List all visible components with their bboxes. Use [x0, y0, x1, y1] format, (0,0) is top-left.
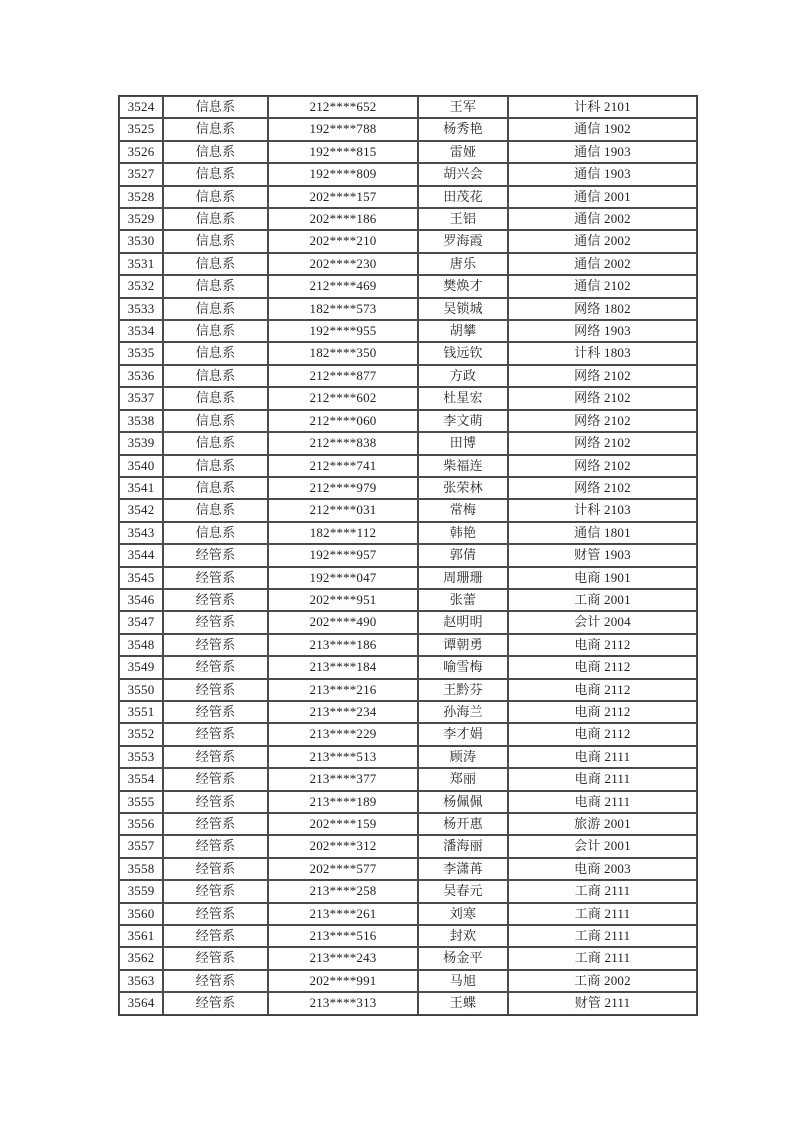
- cell-class: 计科 2101: [508, 96, 697, 118]
- cell-class: 工商 2111: [508, 903, 697, 925]
- cell-class: 网络 1903: [508, 320, 697, 342]
- cell-class: 电商 2112: [508, 656, 697, 678]
- cell-index: 3556: [119, 813, 163, 835]
- cell-department: 经管系: [163, 656, 268, 678]
- cell-department: 信息系: [163, 455, 268, 477]
- table-row: [119, 611, 697, 633]
- table-row: [119, 522, 697, 544]
- cell-department: 信息系: [163, 387, 268, 409]
- cell-department: 经管系: [163, 947, 268, 969]
- cell-index: 3530: [119, 230, 163, 252]
- cell-student-id: 202****159: [268, 813, 418, 835]
- cell-department: 信息系: [163, 253, 268, 275]
- cell-student-id: 192****047: [268, 567, 418, 589]
- cell-name: 吴春元: [418, 880, 508, 902]
- cell-department: 经管系: [163, 925, 268, 947]
- cell-index: 3541: [119, 477, 163, 499]
- cell-department: 信息系: [163, 163, 268, 185]
- table-row: [119, 230, 697, 252]
- table-row: [119, 432, 697, 454]
- cell-class: 电商 1901: [508, 567, 697, 589]
- table-row: [119, 320, 697, 342]
- cell-index: 3548: [119, 634, 163, 656]
- cell-name: 田博: [418, 432, 508, 454]
- cell-department: 信息系: [163, 208, 268, 230]
- cell-student-id: 202****577: [268, 858, 418, 880]
- table-row: [119, 455, 697, 477]
- cell-student-id: 192****809: [268, 163, 418, 185]
- cell-name: 王铝: [418, 208, 508, 230]
- cell-index: 3529: [119, 208, 163, 230]
- cell-student-id: 213****261: [268, 903, 418, 925]
- cell-index: 3528: [119, 186, 163, 208]
- cell-name: 胡兴会: [418, 163, 508, 185]
- cell-department: 经管系: [163, 746, 268, 768]
- table-row: [119, 477, 697, 499]
- cell-class: 工商 2001: [508, 589, 697, 611]
- cell-student-id: 202****157: [268, 186, 418, 208]
- cell-class: 网络 2102: [508, 455, 697, 477]
- table-row: [119, 387, 697, 409]
- cell-class: 财管 1903: [508, 544, 697, 566]
- cell-department: 经管系: [163, 791, 268, 813]
- table-row: [119, 656, 697, 678]
- table-body: [119, 96, 697, 1015]
- cell-index: 3564: [119, 992, 163, 1014]
- cell-name: 郭倩: [418, 544, 508, 566]
- cell-student-id: 202****230: [268, 253, 418, 275]
- cell-index: 3532: [119, 275, 163, 297]
- cell-student-id: 213****189: [268, 791, 418, 813]
- cell-class: 旅游 2001: [508, 813, 697, 835]
- cell-class: 通信 1801: [508, 522, 697, 544]
- cell-department: 信息系: [163, 499, 268, 521]
- table-row: [119, 679, 697, 701]
- cell-department: 信息系: [163, 477, 268, 499]
- cell-class: 计科 1803: [508, 342, 697, 364]
- cell-class: 电商 2112: [508, 634, 697, 656]
- cell-class: 电商 2112: [508, 701, 697, 723]
- cell-name: 赵明明: [418, 611, 508, 633]
- cell-student-id: 202****951: [268, 589, 418, 611]
- cell-name: 李文萌: [418, 410, 508, 432]
- cell-name: 封欢: [418, 925, 508, 947]
- cell-class: 网络 2102: [508, 410, 697, 432]
- cell-name: 唐乐: [418, 253, 508, 275]
- cell-name: 胡攀: [418, 320, 508, 342]
- cell-student-id: 202****490: [268, 611, 418, 633]
- cell-student-id: 213****258: [268, 880, 418, 902]
- cell-index: 3535: [119, 342, 163, 364]
- cell-index: 3549: [119, 656, 163, 678]
- cell-name: 王黔芬: [418, 679, 508, 701]
- cell-student-id: 182****112: [268, 522, 418, 544]
- cell-class: 网络 2102: [508, 432, 697, 454]
- cell-index: 3550: [119, 679, 163, 701]
- cell-department: 经管系: [163, 679, 268, 701]
- cell-name: 杨开惠: [418, 813, 508, 835]
- cell-name: 方政: [418, 365, 508, 387]
- cell-index: 3555: [119, 791, 163, 813]
- cell-student-id: 192****815: [268, 141, 418, 163]
- cell-class: 通信 1902: [508, 118, 697, 140]
- cell-class: 会计 2001: [508, 835, 697, 857]
- cell-name: 柴福连: [418, 455, 508, 477]
- table-row: [119, 992, 697, 1014]
- cell-index: 3557: [119, 835, 163, 857]
- cell-student-id: 213****513: [268, 746, 418, 768]
- cell-class: 网络 1802: [508, 298, 697, 320]
- cell-student-id: 213****516: [268, 925, 418, 947]
- cell-index: 3533: [119, 298, 163, 320]
- cell-name: 杨秀艳: [418, 118, 508, 140]
- table-row: [119, 880, 697, 902]
- cell-name: 王蝶: [418, 992, 508, 1014]
- cell-student-id: 213****216: [268, 679, 418, 701]
- cell-name: 郑丽: [418, 768, 508, 790]
- table-row: [119, 410, 697, 432]
- cell-class: 计科 2103: [508, 499, 697, 521]
- cell-index: 3540: [119, 455, 163, 477]
- cell-name: 张蕾: [418, 589, 508, 611]
- table-row: [119, 163, 697, 185]
- cell-department: 信息系: [163, 410, 268, 432]
- cell-class: 电商 2111: [508, 791, 697, 813]
- cell-student-id: 212****602: [268, 387, 418, 409]
- cell-class: 电商 2112: [508, 723, 697, 745]
- cell-name: 樊焕才: [418, 275, 508, 297]
- cell-department: 经管系: [163, 611, 268, 633]
- cell-student-id: 212****877: [268, 365, 418, 387]
- table-row: [119, 567, 697, 589]
- cell-name: 刘寒: [418, 903, 508, 925]
- cell-student-id: 212****060: [268, 410, 418, 432]
- cell-department: 经管系: [163, 992, 268, 1014]
- table-row: [119, 208, 697, 230]
- cell-class: 通信 2102: [508, 275, 697, 297]
- table-row: [119, 970, 697, 992]
- cell-name: 杜星宏: [418, 387, 508, 409]
- table-row: [119, 186, 697, 208]
- cell-student-id: 182****573: [268, 298, 418, 320]
- cell-name: 田茂花: [418, 186, 508, 208]
- cell-student-id: 202****186: [268, 208, 418, 230]
- cell-index: 3527: [119, 163, 163, 185]
- cell-index: 3551: [119, 701, 163, 723]
- cell-index: 3538: [119, 410, 163, 432]
- cell-index: 3553: [119, 746, 163, 768]
- cell-student-id: 212****838: [268, 432, 418, 454]
- cell-name: 常梅: [418, 499, 508, 521]
- cell-department: 信息系: [163, 96, 268, 118]
- table-row: [119, 791, 697, 813]
- cell-name: 马旭: [418, 970, 508, 992]
- table-row: [119, 903, 697, 925]
- cell-department: 经管系: [163, 880, 268, 902]
- cell-class: 工商 2111: [508, 947, 697, 969]
- cell-index: 3526: [119, 141, 163, 163]
- cell-student-id: 202****312: [268, 835, 418, 857]
- cell-index: 3542: [119, 499, 163, 521]
- cell-student-id: 213****184: [268, 656, 418, 678]
- cell-department: 信息系: [163, 275, 268, 297]
- cell-index: 3547: [119, 611, 163, 633]
- cell-class: 电商 2111: [508, 768, 697, 790]
- student-table: [118, 95, 698, 1016]
- cell-name: 周珊珊: [418, 567, 508, 589]
- table-row: [119, 141, 697, 163]
- cell-student-id: 212****979: [268, 477, 418, 499]
- cell-index: 3545: [119, 567, 163, 589]
- cell-department: 信息系: [163, 365, 268, 387]
- table-row: [119, 253, 697, 275]
- cell-index: 3552: [119, 723, 163, 745]
- cell-index: 3524: [119, 96, 163, 118]
- cell-index: 3563: [119, 970, 163, 992]
- table-row: [119, 275, 697, 297]
- cell-class: 财管 2111: [508, 992, 697, 1014]
- cell-index: 3534: [119, 320, 163, 342]
- table-row: [119, 947, 697, 969]
- cell-class: 通信 2002: [508, 230, 697, 252]
- cell-index: 3536: [119, 365, 163, 387]
- cell-student-id: 192****955: [268, 320, 418, 342]
- table-row: [119, 813, 697, 835]
- cell-student-id: 192****788: [268, 118, 418, 140]
- cell-department: 信息系: [163, 298, 268, 320]
- cell-name: 张荣林: [418, 477, 508, 499]
- cell-name: 谭朝勇: [418, 634, 508, 656]
- cell-class: 网络 2102: [508, 365, 697, 387]
- cell-index: 3560: [119, 903, 163, 925]
- cell-name: 吴锁城: [418, 298, 508, 320]
- table-row: [119, 589, 697, 611]
- table-row: [119, 723, 697, 745]
- cell-student-id: 182****350: [268, 342, 418, 364]
- table-row: [119, 544, 697, 566]
- cell-student-id: 212****469: [268, 275, 418, 297]
- table-row: [119, 925, 697, 947]
- cell-class: 通信 2002: [508, 208, 697, 230]
- cell-department: 经管系: [163, 723, 268, 745]
- table-row: [119, 768, 697, 790]
- cell-department: 信息系: [163, 186, 268, 208]
- cell-class: 电商 2111: [508, 746, 697, 768]
- table-row: [119, 858, 697, 880]
- table-row: [119, 118, 697, 140]
- cell-department: 经管系: [163, 768, 268, 790]
- cell-name: 杨金平: [418, 947, 508, 969]
- cell-name: 喻雪梅: [418, 656, 508, 678]
- cell-name: 韩艳: [418, 522, 508, 544]
- cell-class: 网络 2102: [508, 387, 697, 409]
- cell-department: 经管系: [163, 589, 268, 611]
- cell-index: 3562: [119, 947, 163, 969]
- table-row: [119, 746, 697, 768]
- cell-student-id: 213****313: [268, 992, 418, 1014]
- cell-department: 信息系: [163, 141, 268, 163]
- cell-name: 雷娅: [418, 141, 508, 163]
- table-row: [119, 835, 697, 857]
- cell-name: 杨佩佩: [418, 791, 508, 813]
- cell-index: 3559: [119, 880, 163, 902]
- cell-department: 经管系: [163, 903, 268, 925]
- cell-index: 3531: [119, 253, 163, 275]
- cell-student-id: 213****186: [268, 634, 418, 656]
- cell-department: 经管系: [163, 701, 268, 723]
- cell-class: 通信 1903: [508, 141, 697, 163]
- cell-index: 3543: [119, 522, 163, 544]
- cell-department: 经管系: [163, 858, 268, 880]
- cell-index: 3558: [119, 858, 163, 880]
- cell-student-id: 213****234: [268, 701, 418, 723]
- cell-department: 经管系: [163, 835, 268, 857]
- cell-class: 通信 2001: [508, 186, 697, 208]
- cell-class: 工商 2002: [508, 970, 697, 992]
- cell-department: 信息系: [163, 432, 268, 454]
- cell-student-id: 202****991: [268, 970, 418, 992]
- table-row: [119, 365, 697, 387]
- cell-department: 信息系: [163, 118, 268, 140]
- cell-class: 通信 1903: [508, 163, 697, 185]
- cell-name: 李才娟: [418, 723, 508, 745]
- cell-class: 工商 2111: [508, 880, 697, 902]
- cell-name: 罗海霞: [418, 230, 508, 252]
- table-row: [119, 499, 697, 521]
- table-row: [119, 701, 697, 723]
- cell-class: 网络 2102: [508, 477, 697, 499]
- cell-name: 王军: [418, 96, 508, 118]
- cell-department: 经管系: [163, 970, 268, 992]
- cell-class: 工商 2111: [508, 925, 697, 947]
- cell-student-id: 213****377: [268, 768, 418, 790]
- cell-name: 李潇苒: [418, 858, 508, 880]
- cell-student-id: 213****243: [268, 947, 418, 969]
- cell-department: 经管系: [163, 813, 268, 835]
- cell-student-id: 202****210: [268, 230, 418, 252]
- cell-class: 电商 2003: [508, 858, 697, 880]
- cell-name: 钱远钦: [418, 342, 508, 364]
- cell-department: 经管系: [163, 567, 268, 589]
- cell-class: 电商 2112: [508, 679, 697, 701]
- cell-student-id: 212****031: [268, 499, 418, 521]
- cell-department: 经管系: [163, 544, 268, 566]
- cell-index: 3546: [119, 589, 163, 611]
- cell-index: 3539: [119, 432, 163, 454]
- cell-department: 信息系: [163, 522, 268, 544]
- table-row: [119, 298, 697, 320]
- cell-department: 信息系: [163, 320, 268, 342]
- cell-index: 3525: [119, 118, 163, 140]
- cell-class: 通信 2002: [508, 253, 697, 275]
- cell-index: 3561: [119, 925, 163, 947]
- cell-student-id: 212****741: [268, 455, 418, 477]
- cell-class: 会计 2004: [508, 611, 697, 633]
- cell-index: 3537: [119, 387, 163, 409]
- cell-name: 潘海丽: [418, 835, 508, 857]
- table-row: [119, 96, 697, 118]
- cell-name: 孙海兰: [418, 701, 508, 723]
- cell-name: 顾涛: [418, 746, 508, 768]
- cell-student-id: 213****229: [268, 723, 418, 745]
- table-row: [119, 634, 697, 656]
- cell-department: 经管系: [163, 634, 268, 656]
- table-row: [119, 342, 697, 364]
- cell-index: 3554: [119, 768, 163, 790]
- cell-student-id: 192****957: [268, 544, 418, 566]
- cell-department: 信息系: [163, 342, 268, 364]
- cell-department: 信息系: [163, 230, 268, 252]
- cell-index: 3544: [119, 544, 163, 566]
- cell-student-id: 212****652: [268, 96, 418, 118]
